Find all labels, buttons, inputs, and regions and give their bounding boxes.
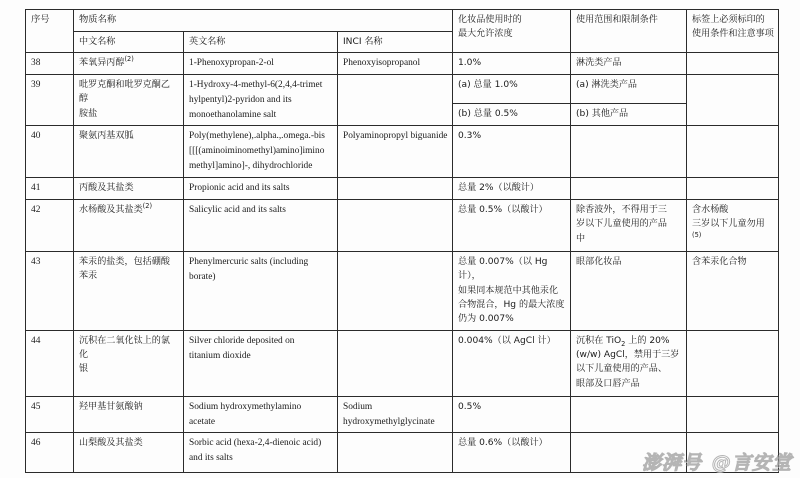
scope-line: (a) 淋洗类产品 — [576, 79, 638, 90]
chinese-name-line: 苯氧异丙醇$^{(2)}$ — [79, 55, 134, 69]
english-name-line: and its salts — [189, 453, 233, 464]
cell-label-requirement — [687, 53, 779, 75]
cell-english-name — [184, 199, 338, 251]
cell-english-name — [184, 330, 338, 396]
header-col-scope — [571, 10, 687, 53]
cell-max-concentration — [453, 251, 571, 330]
cell-label-requirement — [687, 126, 779, 178]
cell-inci-name — [338, 396, 453, 433]
max-concentration-line: 总量 2%（以酸计） — [458, 183, 539, 194]
scope-line: (w/w) AgCl，禁用于三岁 — [576, 350, 680, 361]
english-name-line: monoethanolamine salt — [189, 109, 277, 120]
header-col-cn-name: 中文名称 — [74, 31, 184, 52]
cell-chinese-name — [74, 178, 184, 200]
header-label-line-2: 使用条件和注意事项 — [692, 29, 774, 40]
cell-inci-name — [338, 53, 453, 75]
inci-name-line: hydroxymethylglycinate — [343, 416, 435, 427]
cell-label-requirement — [687, 396, 779, 433]
english-name-line: Silver chloride deposited on — [189, 335, 295, 346]
header-col-no: 序号 — [26, 10, 74, 53]
cell-inci-name — [338, 251, 453, 330]
label-requirement-line: 含水杨酸 — [692, 204, 729, 215]
header-max-conc-line-2: 最大允许浓度 — [458, 29, 513, 40]
cell-chinese-name — [74, 251, 184, 330]
max-concentration-line: 0.3% — [458, 131, 482, 142]
cell-serial-number: 43 — [26, 251, 74, 330]
inci-name-line: Sodium — [343, 401, 373, 412]
table-row — [26, 178, 779, 200]
scope-line: 眼部及口唇产品 — [576, 378, 640, 389]
header-max-conc-line-1: 化妆品使用时的 — [458, 15, 522, 25]
max-concentration-line: 仍为 0.007% — [458, 314, 514, 325]
table-row — [26, 126, 779, 178]
cell-label-requirement — [687, 199, 779, 251]
cell-label-requirement — [687, 433, 779, 473]
english-name-line: titanium dioxide — [189, 350, 251, 361]
chinese-name-line: 丙酸及其盐类 — [79, 183, 134, 194]
cell-scope-b — [571, 104, 687, 126]
cell-label-requirement — [687, 251, 779, 330]
cell-inci-name — [338, 199, 453, 251]
english-name-line: methyl]amino]-, dihydrochloride — [189, 161, 313, 172]
max-concentration-line: 如果同本规范中其他汞化 — [458, 285, 559, 296]
max-concentration-line: (b) 总量 0.5% — [458, 109, 518, 120]
cell-serial-number: 38 — [26, 53, 74, 75]
chinese-name-line: 水杨酸及其盐类$^{(2)}$ — [79, 201, 153, 215]
cell-inci-name — [338, 178, 453, 200]
max-concentration-line: 0.004%（以 AgCl 计） — [458, 335, 556, 346]
label-requirement-line: 三岁以下儿童勿用$^{(5)}$ — [692, 219, 765, 239]
chemical-subscript: 2 — [621, 339, 626, 348]
header-label-line-1: 标签上必须标印的 — [692, 15, 765, 25]
scope-line: 淋洗类产品 — [576, 58, 622, 69]
watermark-account: @言安堂 — [711, 452, 792, 474]
header-scope-label: 使用范围和限制条件 — [576, 15, 658, 25]
cell-chinese-name — [74, 53, 184, 75]
english-name-line: Sodium hydroxymethylamino — [189, 401, 302, 412]
header-col-label-requirements — [687, 10, 779, 53]
scope-line: (b) 其他产品 — [576, 109, 629, 120]
scope-line: 除香波外，不得用于三 — [576, 204, 667, 215]
cell-english-name — [184, 178, 338, 200]
header-col-inci-name: INCI 名称 — [338, 31, 453, 52]
cell-scope-a — [571, 74, 687, 104]
english-name-line: borate) — [189, 271, 216, 282]
cell-scope — [571, 396, 687, 433]
cell-scope — [571, 199, 687, 251]
max-concentration-line: 总量 0.5%（以酸计） — [458, 204, 548, 215]
english-name-line: [[[(aminoiminomethyl)amino]imino — [189, 146, 325, 157]
cell-serial-number: 41 — [26, 178, 74, 200]
scope-line: 以下儿童使用的产品、 — [576, 364, 667, 375]
chinese-name-line: 苯汞的盐类，包括硼酸苯汞 — [79, 256, 170, 282]
cell-chinese-name — [74, 330, 184, 396]
cell-english-name — [184, 433, 338, 473]
cell-inci-name — [338, 330, 453, 396]
chinese-name-line: 银 — [79, 364, 89, 375]
cell-scope — [571, 178, 687, 200]
scope-line: 眼部化妆品 — [576, 256, 622, 267]
header-group-substance-name: 物质名称 — [74, 10, 453, 32]
cell-english-name — [184, 251, 338, 330]
cell-chinese-name — [74, 74, 184, 126]
table-row — [26, 433, 779, 473]
inci-name-line: Polyaminopropyl biguanide — [343, 131, 448, 142]
table-row — [26, 74, 779, 104]
chinese-name-line: 吡罗克酮和吡罗克酮乙醇 — [79, 79, 170, 105]
max-concentration-line: 合物混合，Hg 的最大浓度 — [458, 300, 565, 310]
label-requirement-line: 含苯汞化合物 — [692, 256, 747, 267]
cell-max-concentration — [453, 330, 571, 396]
cell-max-concentration-a — [453, 74, 571, 104]
cell-scope — [571, 53, 687, 75]
cell-max-concentration — [453, 53, 571, 75]
max-concentration-line: (a) 总量 1.0% — [458, 79, 518, 90]
cell-label-requirement — [687, 74, 779, 126]
cell-max-concentration — [453, 396, 571, 433]
max-concentration-line: 总量 0.6%（以酸计） — [458, 438, 548, 449]
cell-chinese-name — [74, 199, 184, 251]
max-concentration-line: 总量 0.007%（以 Hg 计）， — [458, 256, 548, 282]
scope-line: 沉积在 TiO$_2$ 上的 20% — [576, 335, 670, 348]
cell-scope — [571, 126, 687, 178]
cell-max-concentration — [453, 199, 571, 251]
cell-inci-name — [338, 74, 453, 126]
chinese-name-line: 沉积在二氧化钛上的氯化 — [79, 335, 170, 361]
table-row — [26, 396, 779, 433]
english-name-line: 1-Phenoxypropan-2-ol — [189, 58, 274, 69]
max-concentration-line: 1.0% — [458, 58, 482, 69]
cell-serial-number: 45 — [26, 396, 74, 433]
cell-chinese-name — [74, 396, 184, 433]
table-row — [26, 251, 779, 330]
cell-chinese-name — [74, 433, 184, 473]
footnote-marker: (2) — [124, 55, 134, 64]
cell-inci-name — [338, 433, 453, 473]
header-col-max-concentration — [453, 10, 571, 53]
cell-max-concentration-b — [453, 104, 571, 126]
english-name-line: Sorbic acid (hexa-2,4-dienoic acid) — [189, 438, 322, 449]
scope-line: 岁以下儿童使用的产品 — [576, 219, 667, 230]
english-name-line: Salicylic acid and its salts — [189, 204, 286, 215]
cell-serial-number: 44 — [26, 330, 74, 396]
footnote-marker: (5) — [692, 230, 702, 239]
table-row — [26, 199, 779, 251]
cell-scope — [571, 251, 687, 330]
cell-chinese-name — [74, 126, 184, 178]
english-name-line: 1-Hydroxy-4-methyl-6(2,4,4-trimet — [189, 79, 323, 90]
chinese-name-line: 胺盐 — [79, 108, 98, 119]
cell-english-name — [184, 396, 338, 433]
english-name-line: Poly(methylene),.alpha.,.omega.-bis — [189, 131, 325, 142]
preservatives-regulation-table — [25, 9, 779, 473]
cell-serial-number: 42 — [26, 199, 74, 251]
chinese-name-line: 羟甲基甘氨酸钠 — [79, 401, 143, 412]
chinese-name-line: 山梨酸及其盐类 — [79, 438, 143, 449]
cell-max-concentration — [453, 178, 571, 200]
header-col-en-name: 英文名称 — [184, 31, 338, 52]
cell-label-requirement — [687, 178, 779, 200]
table-row — [26, 330, 779, 396]
cell-scope — [571, 330, 687, 396]
cell-english-name — [184, 74, 338, 126]
cell-max-concentration — [453, 126, 571, 178]
scope-line: 中 — [576, 233, 586, 244]
cell-serial-number: 40 — [26, 126, 74, 178]
english-name-line: acetate — [189, 416, 216, 427]
cell-max-concentration — [453, 433, 571, 473]
cell-serial-number: 46 — [26, 433, 74, 473]
cell-english-name — [184, 126, 338, 178]
watermark-source: 澎湃号 — [641, 452, 702, 474]
cell-serial-number: 39 — [26, 74, 74, 126]
cell-scope — [571, 433, 687, 473]
cell-english-name — [184, 53, 338, 75]
cell-label-requirement — [687, 330, 779, 396]
max-concentration-line: 0.5% — [458, 401, 482, 412]
chinese-name-line: 聚氨丙基双胍 — [79, 131, 134, 142]
inci-name-line: Phenoxyisopropanol — [343, 58, 421, 69]
header-row-1 — [26, 10, 779, 32]
table-header — [26, 10, 779, 53]
footnote-marker: (2) — [142, 201, 153, 210]
cell-inci-name — [338, 126, 453, 178]
table-row — [26, 53, 779, 75]
english-name-line: Propionic acid and its salts — [189, 183, 290, 194]
english-name-line: hylpentyl)2-pyridon and its — [189, 94, 292, 105]
table-body — [26, 53, 779, 473]
english-name-line: Phenylmercuric salts (including — [189, 256, 309, 267]
